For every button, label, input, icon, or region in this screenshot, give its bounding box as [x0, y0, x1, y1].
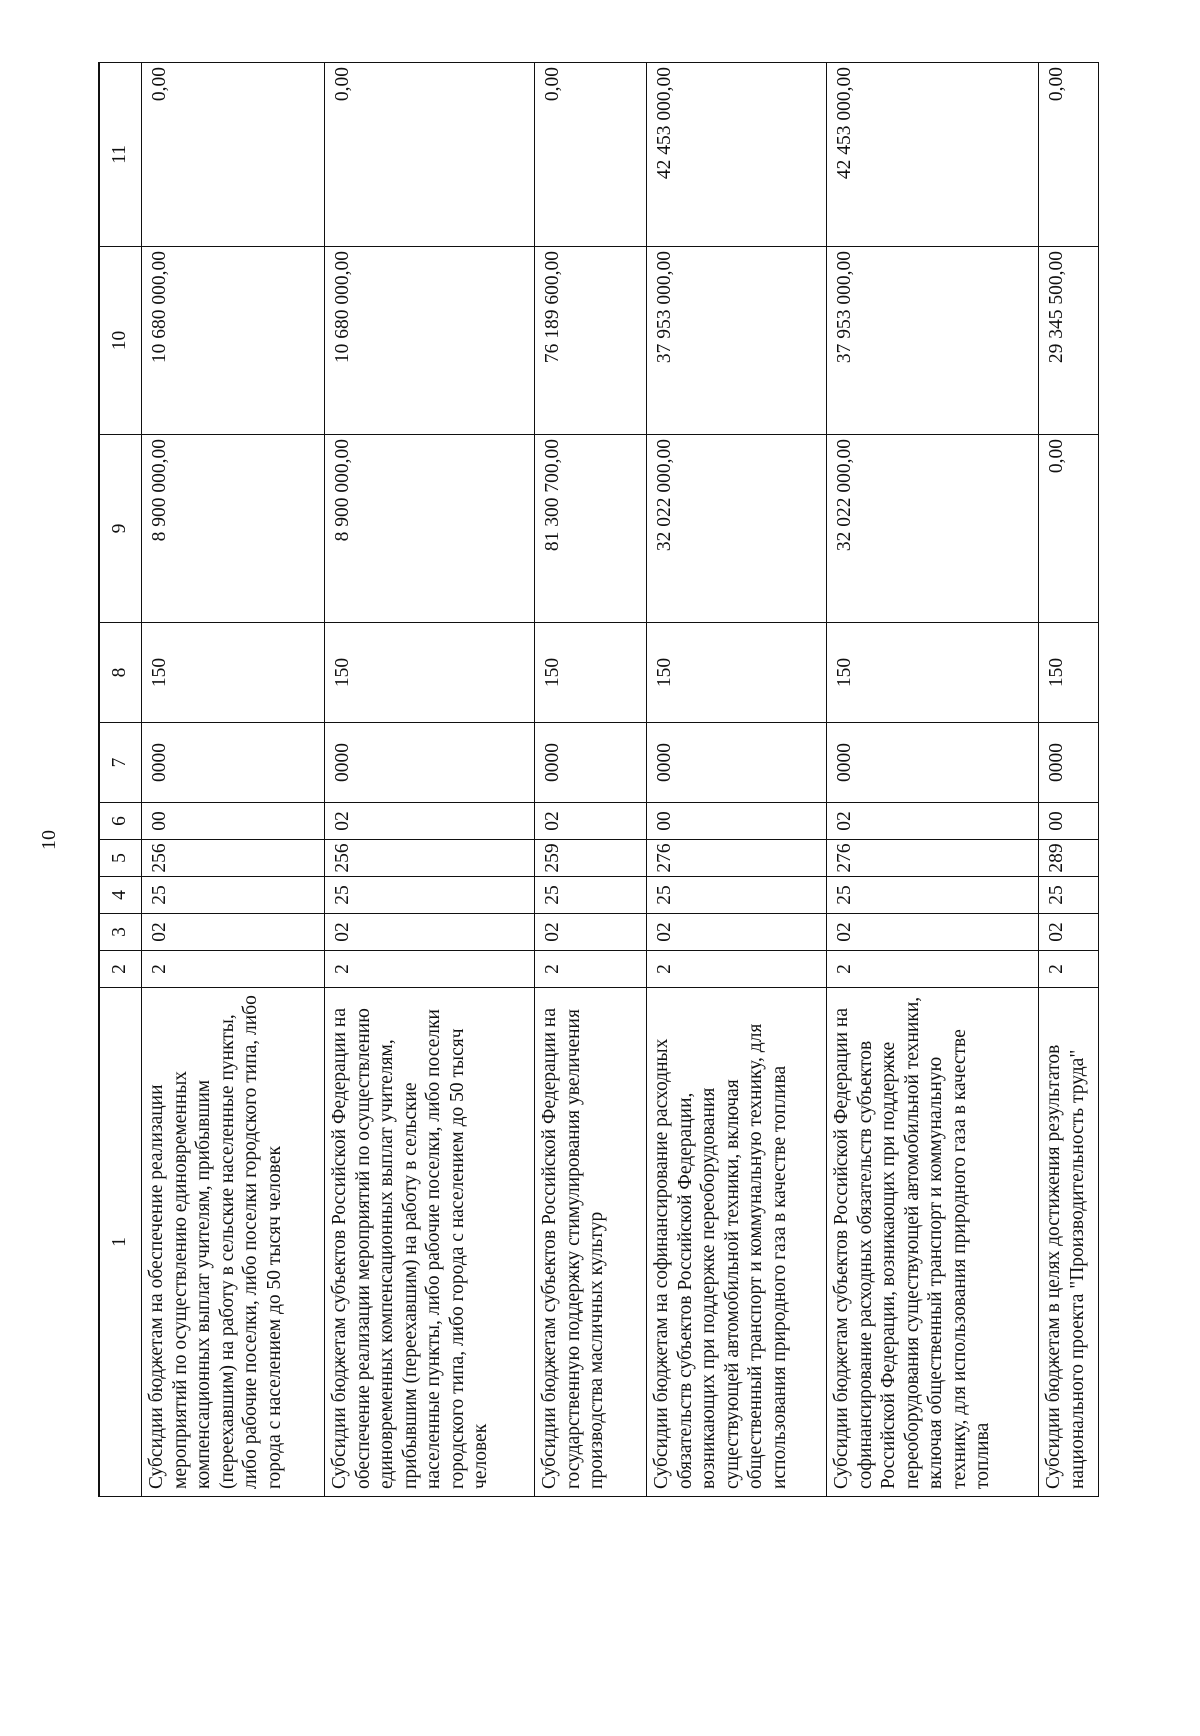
column-header-7: 7 [98, 722, 142, 802]
column-header-5: 5 [98, 839, 142, 876]
cell-col-3: 02 [535, 913, 647, 950]
cell-col-11: 0,00 [325, 62, 535, 246]
cell-col-2: 2 [1039, 950, 1099, 987]
cell-col-5: 289 [1039, 839, 1099, 876]
table-row [142, 62, 325, 1497]
cell-col-2: 2 [827, 950, 1039, 987]
cell-col-4: 25 [325, 876, 535, 913]
cell-col-5: 256 [142, 839, 325, 876]
cell-col-11: 42 453 000,00 [827, 62, 1039, 246]
cell-col-11: 42 453 000,00 [647, 62, 827, 246]
cell-col-10: 37 953 000,00 [827, 246, 1039, 434]
cell-col-5: 259 [535, 839, 647, 876]
column-header-10: 10 [98, 246, 142, 434]
cell-col-9: 32 022 000,00 [827, 434, 1039, 622]
cell-col-5: 276 [647, 839, 827, 876]
cell-col-8: 150 [325, 622, 535, 722]
cell-col-3: 02 [647, 913, 827, 950]
cell-col-3: 02 [142, 913, 325, 950]
cell-col-8: 150 [647, 622, 827, 722]
column-header-6: 6 [98, 802, 142, 839]
budget-table [98, 62, 1099, 1497]
cell-col-4: 25 [535, 876, 647, 913]
cell-col-4: 25 [1039, 876, 1099, 913]
row-description: Субсидии бюджетам на обеспечение реализации мероприятий по осуществлению единовременных компенсационных выплат учителям, прибывшим (переехавшим) на работу в сельские населенные пункты, либо рабочие поселки, либо поселки городского типа, либо города с населением до 50 тысяч человек [142, 987, 325, 1497]
row-description: Субсидии бюджетам в целях достижения результатов национального проекта "Производительность труда" [1039, 987, 1099, 1497]
cell-col-5: 276 [827, 839, 1039, 876]
row-description: Субсидии бюджетам субъектов Российской Федерации на обеспечение реализации мероприятий по осуществлению единовременных компенсационных выплат учителям, прибывшим (переехавшим) на работу в сельские населенные пункты, либо рабочие поселки, либо поселки городского типа, либо города с населением до 50 тысяч человек [325, 987, 535, 1497]
cell-col-9: 32 022 000,00 [647, 434, 827, 622]
cell-col-2: 2 [647, 950, 827, 987]
cell-col-5: 256 [325, 839, 535, 876]
column-header-8: 8 [98, 622, 142, 722]
cell-col-9: 8 900 000,00 [325, 434, 535, 622]
row-description: Субсидии бюджетам на софинансирование расходных обязательств субъектов Российской Федерации, возникающих при поддержке переоборудования существующей автомобильной техники, включая общественный транспорт и коммунальную технику, для использования природного газа в качестве топлива [647, 987, 827, 1497]
column-header-2: 2 [98, 950, 142, 987]
cell-col-7: 0000 [1039, 722, 1099, 802]
cell-col-2: 2 [142, 950, 325, 987]
table-row [647, 62, 827, 1497]
cell-col-10: 37 953 000,00 [647, 246, 827, 434]
cell-col-10: 76 189 600,00 [535, 246, 647, 434]
cell-col-10: 10 680 000,00 [142, 246, 325, 434]
column-header-9: 9 [98, 434, 142, 622]
column-header-1: 1 [98, 987, 142, 1497]
cell-col-4: 25 [827, 876, 1039, 913]
row-description: Субсидии бюджетам субъектов Российской Федерации на софинансирование расходных обязательств субъектов Российской Федерации, возникающих при поддержке переоборудования существующей автомобильной техники, включая общественный транспорт и коммунальную технику, для использования природного газа в качестве топлива [827, 987, 1039, 1497]
cell-col-6: 02 [535, 802, 647, 839]
cell-col-6: 02 [827, 802, 1039, 839]
cell-col-7: 0000 [827, 722, 1039, 802]
cell-col-11: 0,00 [535, 62, 647, 246]
cell-col-11: 0,00 [1039, 62, 1099, 246]
table-header-row [98, 62, 142, 1497]
cell-col-9: 81 300 700,00 [535, 434, 647, 622]
cell-col-7: 0000 [647, 722, 827, 802]
row-description: Субсидии бюджетам субъектов Российской Федерации на государственную поддержку стимулирования увеличения производства масличных культур [535, 987, 647, 1497]
cell-col-6: 02 [325, 802, 535, 839]
cell-col-8: 150 [1039, 622, 1099, 722]
column-header-4: 4 [98, 876, 142, 913]
cell-col-3: 02 [1039, 913, 1099, 950]
cell-col-10: 10 680 000,00 [325, 246, 535, 434]
cell-col-11: 0,00 [142, 62, 325, 246]
cell-col-2: 2 [325, 950, 535, 987]
cell-col-2: 2 [535, 950, 647, 987]
cell-col-6: 00 [142, 802, 325, 839]
table-row [535, 62, 647, 1497]
cell-col-4: 25 [647, 876, 827, 913]
table-row [1039, 62, 1099, 1497]
cell-col-7: 0000 [325, 722, 535, 802]
table-row [827, 62, 1039, 1497]
column-header-11: 11 [98, 62, 142, 246]
page-number: 10 [38, 830, 60, 850]
cell-col-9: 8 900 000,00 [142, 434, 325, 622]
cell-col-6: 00 [647, 802, 827, 839]
cell-col-3: 02 [325, 913, 535, 950]
cell-col-9: 0,00 [1039, 434, 1099, 622]
cell-col-7: 0000 [142, 722, 325, 802]
cell-col-8: 150 [827, 622, 1039, 722]
cell-col-4: 25 [142, 876, 325, 913]
table-row [325, 62, 535, 1497]
cell-col-6: 00 [1039, 802, 1099, 839]
cell-col-10: 29 345 500,00 [1039, 246, 1099, 434]
cell-col-8: 150 [142, 622, 325, 722]
cell-col-3: 02 [827, 913, 1039, 950]
column-header-3: 3 [98, 913, 142, 950]
cell-col-7: 0000 [535, 722, 647, 802]
cell-col-8: 150 [535, 622, 647, 722]
